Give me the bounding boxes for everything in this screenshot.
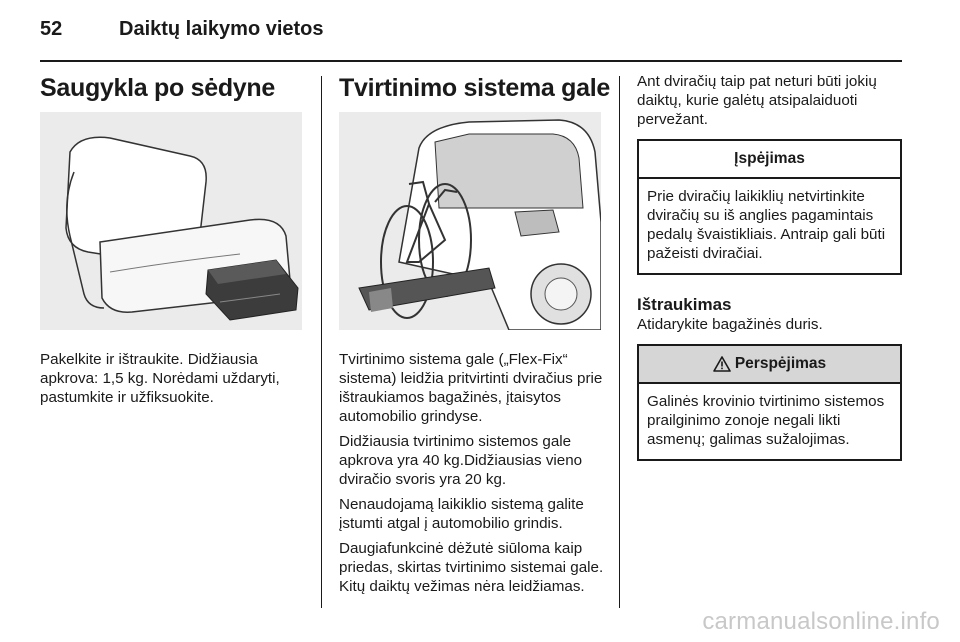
header-rule bbox=[40, 60, 902, 62]
column-continuation bbox=[637, 72, 902, 481]
bike-carrier-paragraph-2: Didžiausia tvirtinimo sistemos gale apkrova yra 40 kg.Didžiausias vieno dviračio svoris yra 20 kg. bbox=[339, 433, 583, 488]
seat-storage-illustration bbox=[40, 112, 302, 330]
bike-carrier-paragraph-3: Nenaudojamą laikiklio sistemą galite įstumti atgal į automobilio grindis. bbox=[339, 496, 584, 532]
bike-carrier-paragraph-4: Daugiafunkcinė dėžutė siūloma kaip priedas, skirtas tvirtinimo sistemai gale. Kitų daiktų vežimas nėra leidžiamas. bbox=[339, 540, 604, 595]
section-title-seat-storage: Saugykla po sėdyne bbox=[40, 74, 275, 102]
warning-text: Galinės krovinio tvirtinimo sistemos prailginimo zonoje negali likti asmenų; galimas sužalojimas. bbox=[647, 393, 885, 448]
caution-box bbox=[637, 139, 902, 275]
warning-title: Perspėjimas bbox=[734, 355, 827, 372]
intro-text: Ant dviračių taip pat neturi būti jokių daiktų, kurie galėtų atsipalaiduoti pervežant. bbox=[637, 73, 877, 128]
page-number: 52 bbox=[40, 18, 63, 40]
column-divider-1 bbox=[321, 76, 322, 608]
caution-text: Prie dviračių laikiklių netvirtinkite dviračių su iš anglies pagamintais pedalų švaistikliais. Antraip gali būti pažeisti dviračiai. bbox=[647, 188, 886, 262]
warning-triangle-icon bbox=[713, 356, 731, 372]
section-title-bike-carrier: Tvirtinimo sistema gale bbox=[339, 74, 610, 102]
bike-carrier-paragraph-1: Tvirtinimo sistema gale („Flex-Fix“ sistema) leidžia pritvirtinti dviračius prie ištraukiamos bagažinės, įtaisytos automobilio grindyse. bbox=[339, 351, 603, 425]
column-seat-storage bbox=[40, 72, 308, 413]
warning-box bbox=[637, 344, 902, 461]
column-bike-carrier bbox=[339, 72, 610, 602]
watermark: carmanualsonline.info bbox=[702, 608, 940, 635]
seat-storage-text: Pakelkite ir ištraukite. Didžiausia apkrova: 1,5 kg. Norėdami uždaryti, pastumkite ir užfiksuokite. bbox=[40, 351, 280, 406]
warning-header bbox=[639, 346, 900, 384]
subsection-title: Ištraukimas bbox=[637, 295, 732, 314]
running-title: Daiktų laikymo vietos bbox=[119, 18, 324, 40]
column-divider-2 bbox=[619, 76, 620, 608]
bike-carrier-illustration bbox=[339, 112, 601, 330]
subsection-text: Atidarykite bagažinės duris. bbox=[637, 316, 823, 333]
caution-title: Įspėjimas bbox=[639, 141, 900, 179]
